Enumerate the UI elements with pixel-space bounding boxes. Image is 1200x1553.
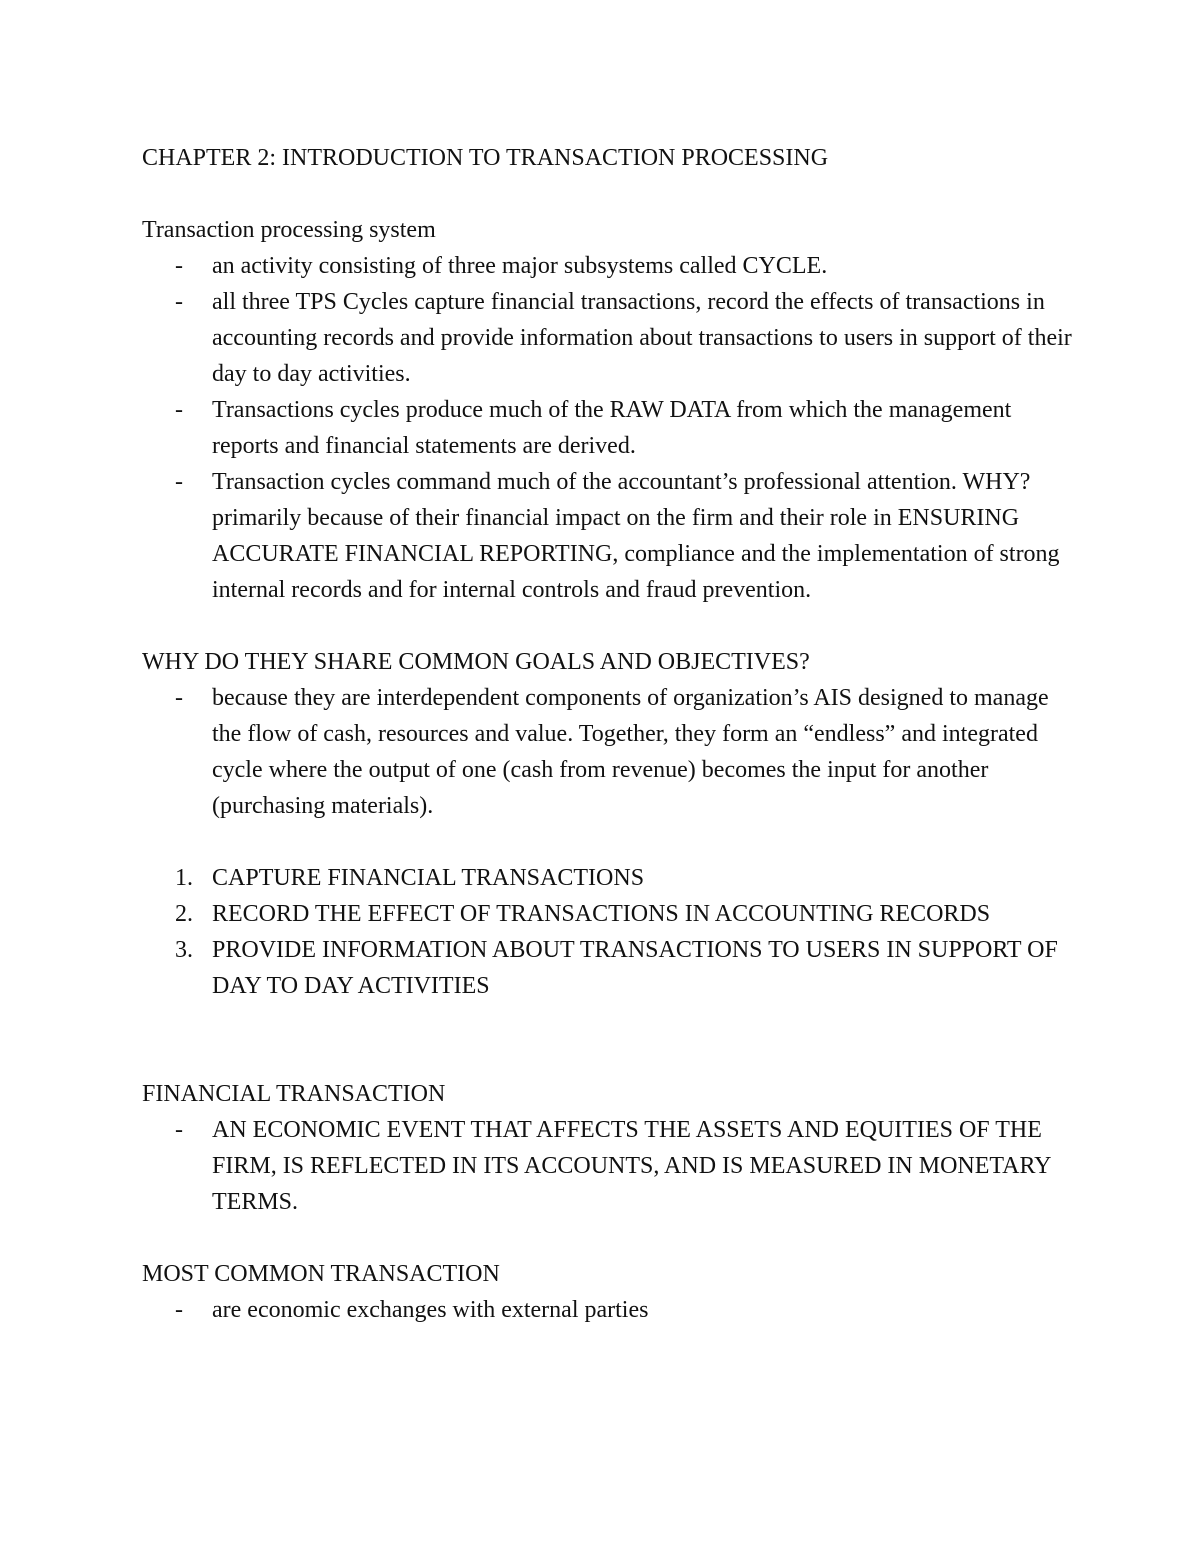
number-marker: 3.	[175, 937, 193, 963]
goals-numbered-list	[142, 860, 1072, 1004]
number-marker: 2.	[175, 901, 193, 927]
tps-bullet-list	[142, 248, 1072, 608]
financial-bullet-list	[142, 1112, 1072, 1220]
number-marker: 1.	[175, 865, 193, 891]
page-title: CHAPTER 2: INTRODUCTION TO TRANSACTION PROCESSING	[142, 145, 829, 171]
section-heading-tps: Transaction processing system	[142, 217, 436, 243]
dash-marker: -	[175, 1297, 183, 1323]
dash-marker: -	[175, 253, 183, 279]
spacer	[142, 824, 1072, 860]
numbered-item	[142, 896, 1072, 932]
spacer	[142, 1004, 1072, 1076]
section-heading-common: MOST COMMON TRANSACTION	[142, 1261, 500, 1287]
list-item	[142, 248, 1072, 284]
goals-bullet-list	[142, 680, 1072, 824]
numbered-item	[142, 860, 1072, 896]
dash-marker: -	[175, 397, 183, 423]
dash-marker: -	[175, 1117, 183, 1143]
list-item	[142, 464, 1072, 608]
dash-marker: -	[175, 685, 183, 711]
spacer	[142, 176, 1072, 212]
list-item-text: are economic exchanges with external parties	[212, 1297, 649, 1323]
document-page	[142, 140, 1072, 1328]
numbered-item-text: PROVIDE INFORMATION ABOUT TRANSACTIONS TO USERS IN SUPPORT OF DAY TO DAY ACTIVITIES	[212, 937, 1058, 999]
section-heading-financial: FINANCIAL TRANSACTION	[142, 1081, 446, 1107]
list-item-text: all three TPS Cycles capture financial transactions, record the effects of transactions in accounting records and provide information about transactions to users in support of their day to day activities.	[212, 289, 1072, 387]
dash-marker: -	[175, 289, 183, 315]
numbered-item	[142, 932, 1072, 1004]
list-item-text: Transactions cycles produce much of the RAW DATA from which the management reports and financial statements are derived.	[212, 397, 1012, 459]
list-item-text: an activity consisting of three major subsystems called CYCLE.	[212, 253, 828, 279]
list-item	[142, 680, 1072, 824]
list-item-text: Transaction cycles command much of the accountant’s professional attention. WHY? primarily because of their financial impact on the firm and their role in ENSURING ACCURATE FINANCIAL REPORTING, compliance and the implementation of strong internal records and for internal controls and fraud prevention.	[212, 469, 1060, 603]
list-item	[142, 1112, 1072, 1220]
numbered-item-text: RECORD THE EFFECT OF TRANSACTIONS IN ACCOUNTING RECORDS	[212, 901, 991, 927]
common-bullet-list	[142, 1292, 1072, 1328]
section-heading-goals: WHY DO THEY SHARE COMMON GOALS AND OBJECTIVES?	[142, 649, 810, 675]
dash-marker: -	[175, 469, 183, 495]
list-item-text: because they are interdependent components of organization’s AIS designed to manage the flow of cash, resources and value. Together, they form an “endless” and integrated cycle where the output of one (cash from revenue) becomes the input for another (purchasing materials).	[212, 685, 1049, 819]
spacer	[142, 1220, 1072, 1256]
list-item-text: AN ECONOMIC EVENT THAT AFFECTS THE ASSETS AND EQUITIES OF THE FIRM, IS REFLECTED IN ITS ACCOUNTS, AND IS MEASURED IN MONETARY TERMS.	[212, 1117, 1051, 1215]
list-item	[142, 1292, 1072, 1328]
list-item	[142, 392, 1072, 464]
list-item	[142, 284, 1072, 392]
spacer	[142, 608, 1072, 644]
numbered-item-text: CAPTURE FINANCIAL TRANSACTIONS	[212, 865, 645, 891]
